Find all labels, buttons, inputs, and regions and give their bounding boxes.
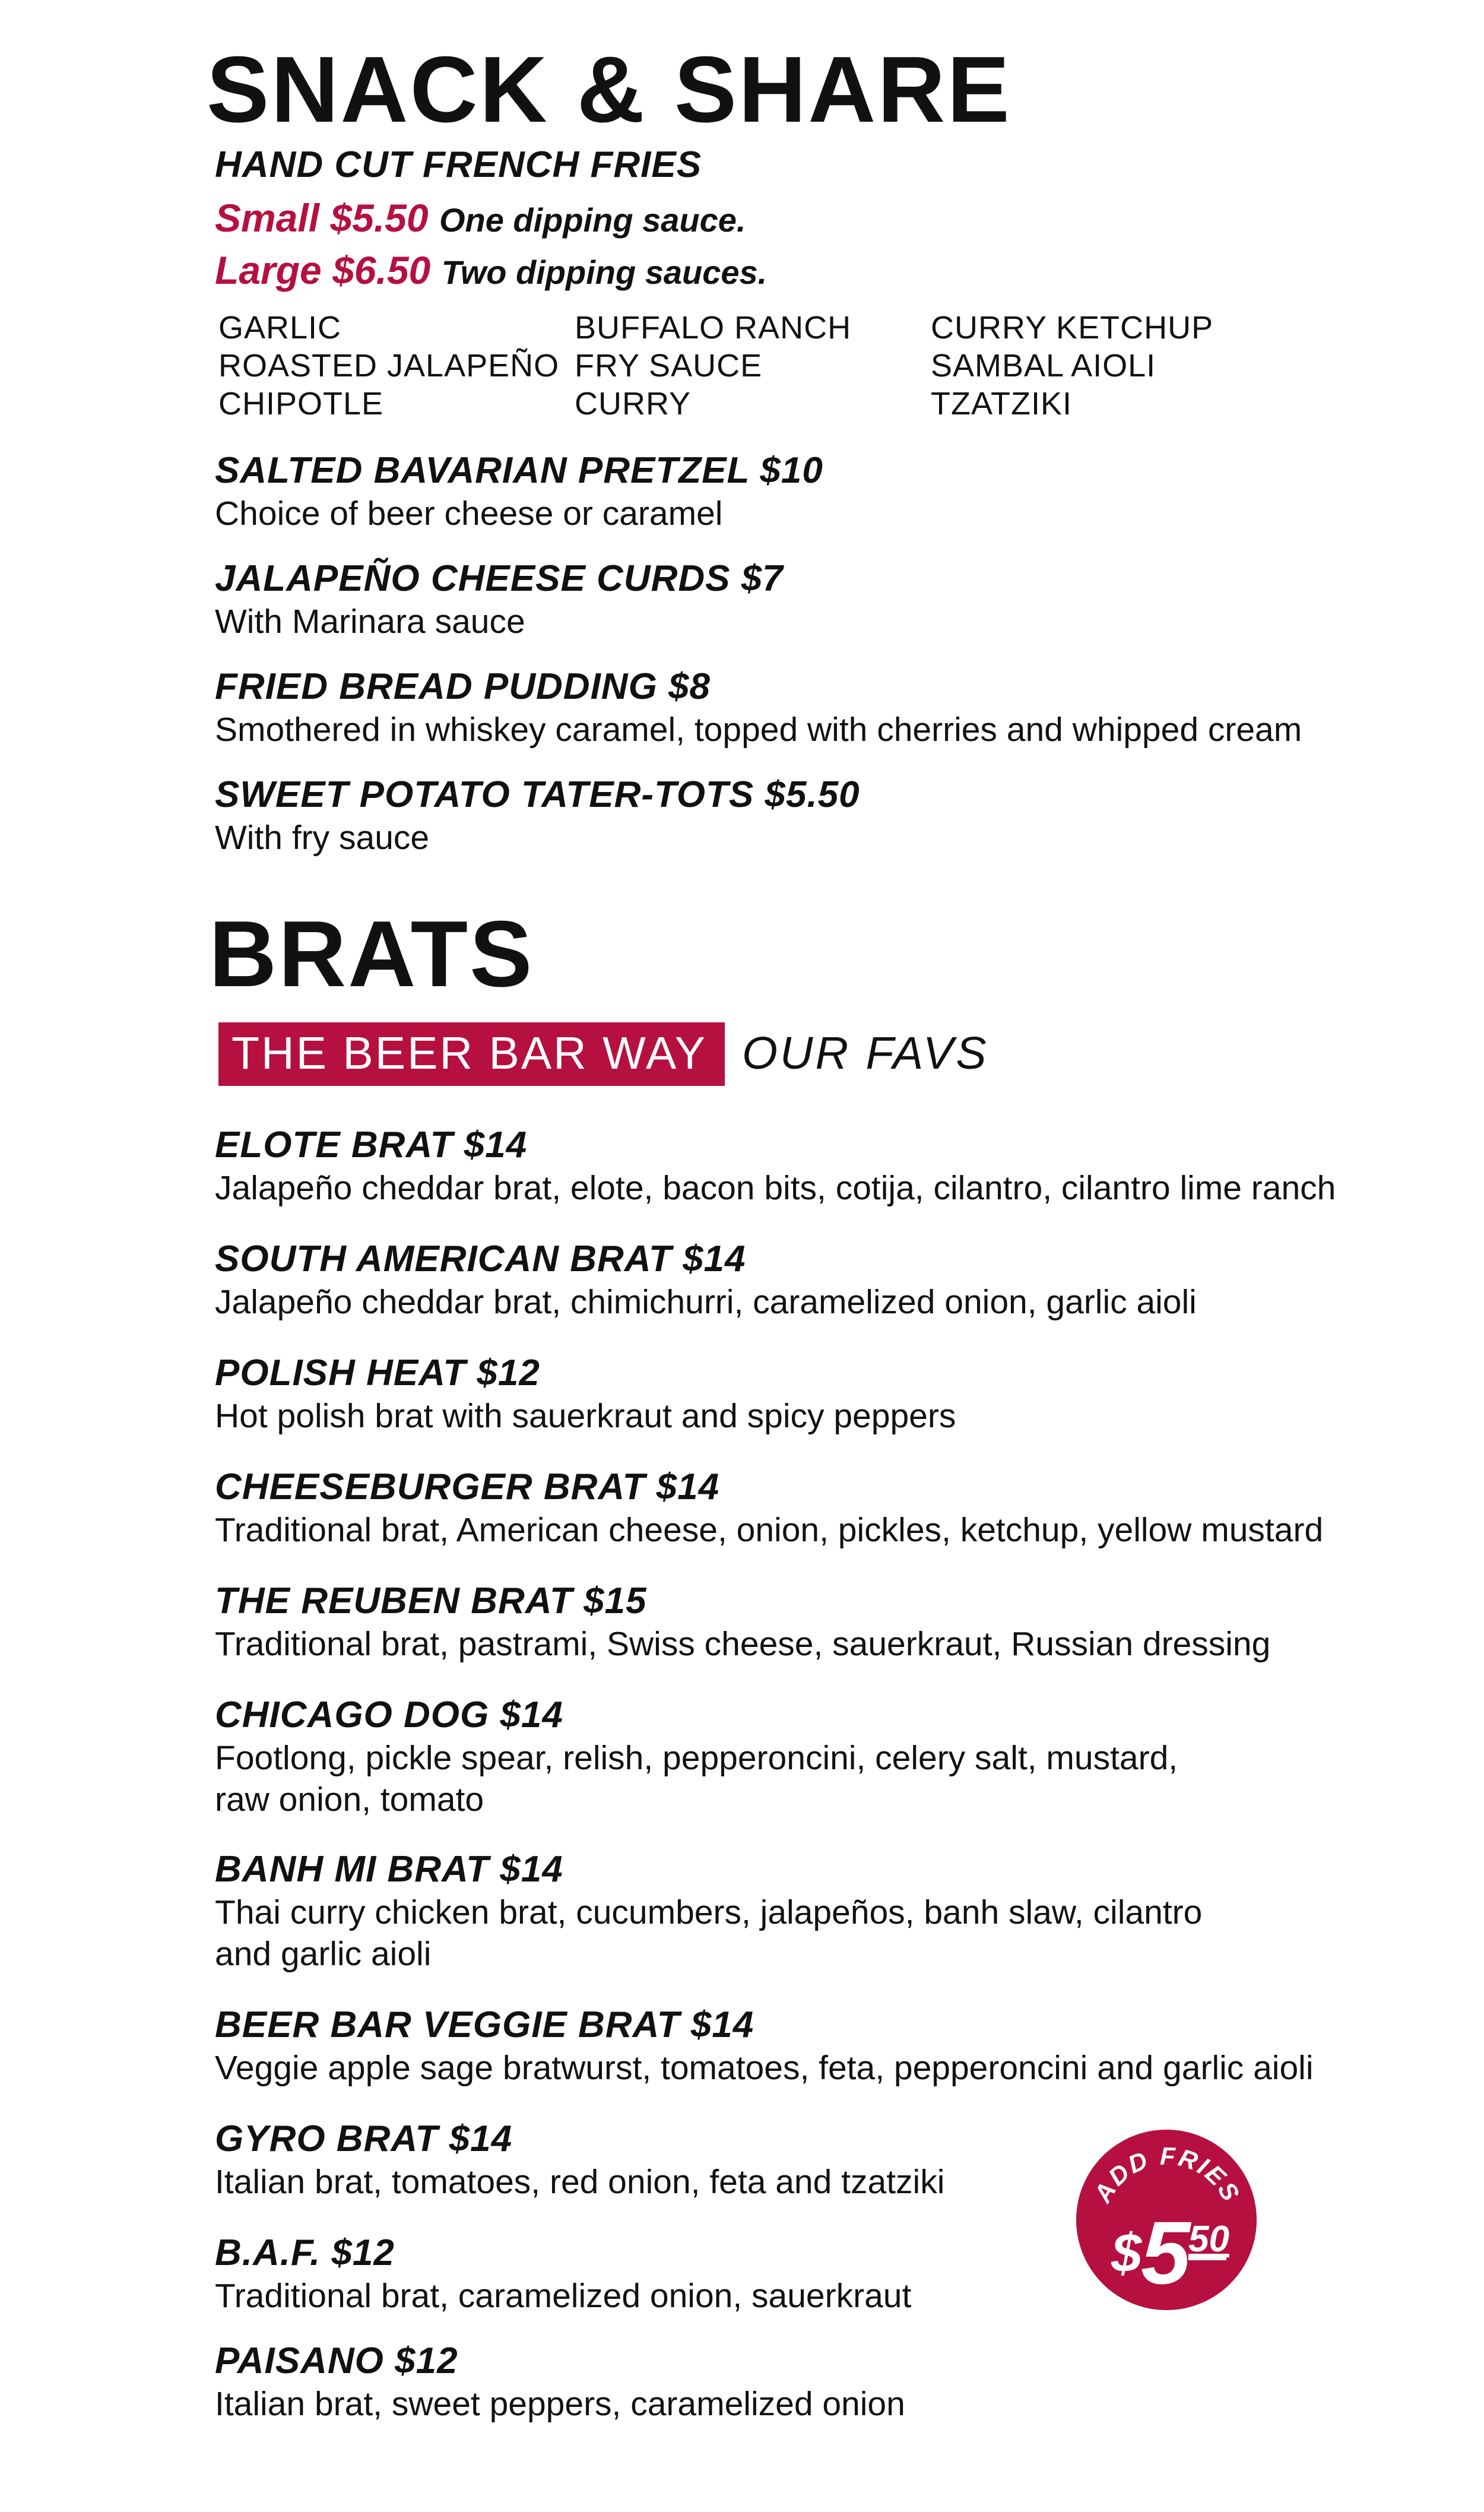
brat-item-desc: Italian brat, tomatoes, red onion, feta and tzatziki xyxy=(215,2163,945,2201)
brat-item-title: GYRO BRAT $14 xyxy=(215,2118,513,2159)
snack-item-title: SWEET POTATO TATER-TOTS $5.50 xyxy=(215,774,860,815)
sauce-column-1 xyxy=(218,309,559,423)
brat-item-title: PAISANO $12 xyxy=(215,2340,458,2381)
snack-item-desc: With fry sauce xyxy=(215,819,430,857)
brat-item-desc: Hot polish brat with sauerkraut and spicy peppers xyxy=(215,1397,956,1435)
brat-item-desc: Footlong, pickle spear, relish, pepperoncini, celery salt, mustard, xyxy=(215,1739,1178,1777)
badge-price-whole: 5 xyxy=(1141,2203,1191,2302)
badge-add-fries-text: ADD FRIES xyxy=(1088,2142,1246,2207)
brat-item-desc: Veggie apple sage bratwurst, tomatoes, feta, pepperoncini and garlic aioli xyxy=(215,2049,1314,2087)
badge-dollar-sign: $ xyxy=(1111,2223,1142,2283)
brat-item-desc-line2: raw onion, tomato xyxy=(215,1781,484,1819)
brat-item-desc: Thai curry chicken brat, cucumbers, jalapeños, banh slaw, cilantro xyxy=(215,1893,1203,1931)
snack-heading: SNACK & SHARE xyxy=(207,37,1011,142)
add-fries-badge xyxy=(1074,2128,1258,2312)
brat-item-desc-line2: and garlic aioli xyxy=(215,1935,432,1973)
brat-item-desc: Jalapeño cheddar brat, elote, bacon bits, cotija, cilantro, cilantro lime ranch xyxy=(215,1169,1336,1207)
brat-item-desc: Jalapeño cheddar brat, chimichurri, caramelized onion, garlic aioli xyxy=(215,1283,1197,1321)
sauce-column-3 xyxy=(931,309,1213,423)
sauce-item: CURRY KETCHUP xyxy=(931,310,1214,346)
snack-item-title: JALAPEÑO CHEESE CURDS $7 xyxy=(215,558,784,599)
brat-item-title: ELOTE BRAT $14 xyxy=(215,1124,528,1165)
sauce-item: GARLIC xyxy=(218,310,342,346)
our-favs-label: OUR FAVS xyxy=(742,1028,989,1079)
brat-item-title: BEER BAR VEGGIE BRAT $14 xyxy=(215,2004,754,2045)
brat-item-title: POLISH HEAT $12 xyxy=(215,1352,540,1393)
beer-bar-way-banner: THE BEER BAR WAY xyxy=(218,1022,725,1086)
sauce-item: BUFFALO RANCH xyxy=(575,310,852,346)
fries-large-price: Large $6.50 xyxy=(215,248,431,292)
snack-item-title: FRIED BREAD PUDDING $8 xyxy=(215,666,711,707)
brat-item-title: CHEESEBURGER BRAT $14 xyxy=(215,1466,720,1507)
fries-title: HAND CUT FRENCH FRIES xyxy=(215,144,702,185)
brat-item-desc: Traditional brat, pastrami, Swiss cheese, sauerkraut, Russian dressing xyxy=(215,1625,1271,1663)
snack-item-desc: With Marinara sauce xyxy=(215,603,525,641)
brat-item-title: SOUTH AMERICAN BRAT $14 xyxy=(215,1238,746,1279)
brat-item-title: CHICAGO DOG $14 xyxy=(215,1694,563,1735)
badge-price-cents: 50 xyxy=(1188,2219,1229,2260)
sauce-item: CURRY xyxy=(575,386,692,422)
sauce-item: CHIPOTLE xyxy=(218,386,384,422)
brat-item-title: BANH MI BRAT $14 xyxy=(215,1849,563,1890)
fries-large-line xyxy=(215,248,768,292)
sauce-item: TZATZIKI xyxy=(931,386,1072,422)
fries-large-note: Two dipping sauces. xyxy=(441,254,768,291)
brat-item-title: THE REUBEN BRAT $15 xyxy=(215,1580,647,1621)
sauce-item: FRY SAUCE xyxy=(575,348,763,384)
snack-item-title: SALTED BAVARIAN PRETZEL $10 xyxy=(215,450,823,491)
brat-item-desc: Traditional brat, American cheese, onion, pickles, ketchup, yellow mustard xyxy=(215,1511,1324,1549)
fries-small-price: Small $5.50 xyxy=(215,196,429,240)
sauce-column-2 xyxy=(575,309,851,423)
fries-small-line xyxy=(215,196,746,240)
fries-small-note: One dipping sauce. xyxy=(439,201,746,239)
snack-item-desc: Smothered in whiskey caramel, topped with cherries and whipped cream xyxy=(215,711,1302,749)
brats-heading: BRATS xyxy=(209,902,534,1006)
brat-item-desc: Traditional brat, caramelized onion, sauerkraut xyxy=(215,2277,912,2315)
brat-item-title: B.A.F. $12 xyxy=(215,2232,395,2273)
brat-item-desc: Italian brat, sweet peppers, caramelized onion xyxy=(215,2385,905,2423)
sauce-item: SAMBAL AIOLI xyxy=(931,348,1156,384)
sauce-item: ROASTED JALAPEÑO xyxy=(218,348,560,384)
snack-item-desc: Choice of beer cheese or caramel xyxy=(215,495,723,533)
